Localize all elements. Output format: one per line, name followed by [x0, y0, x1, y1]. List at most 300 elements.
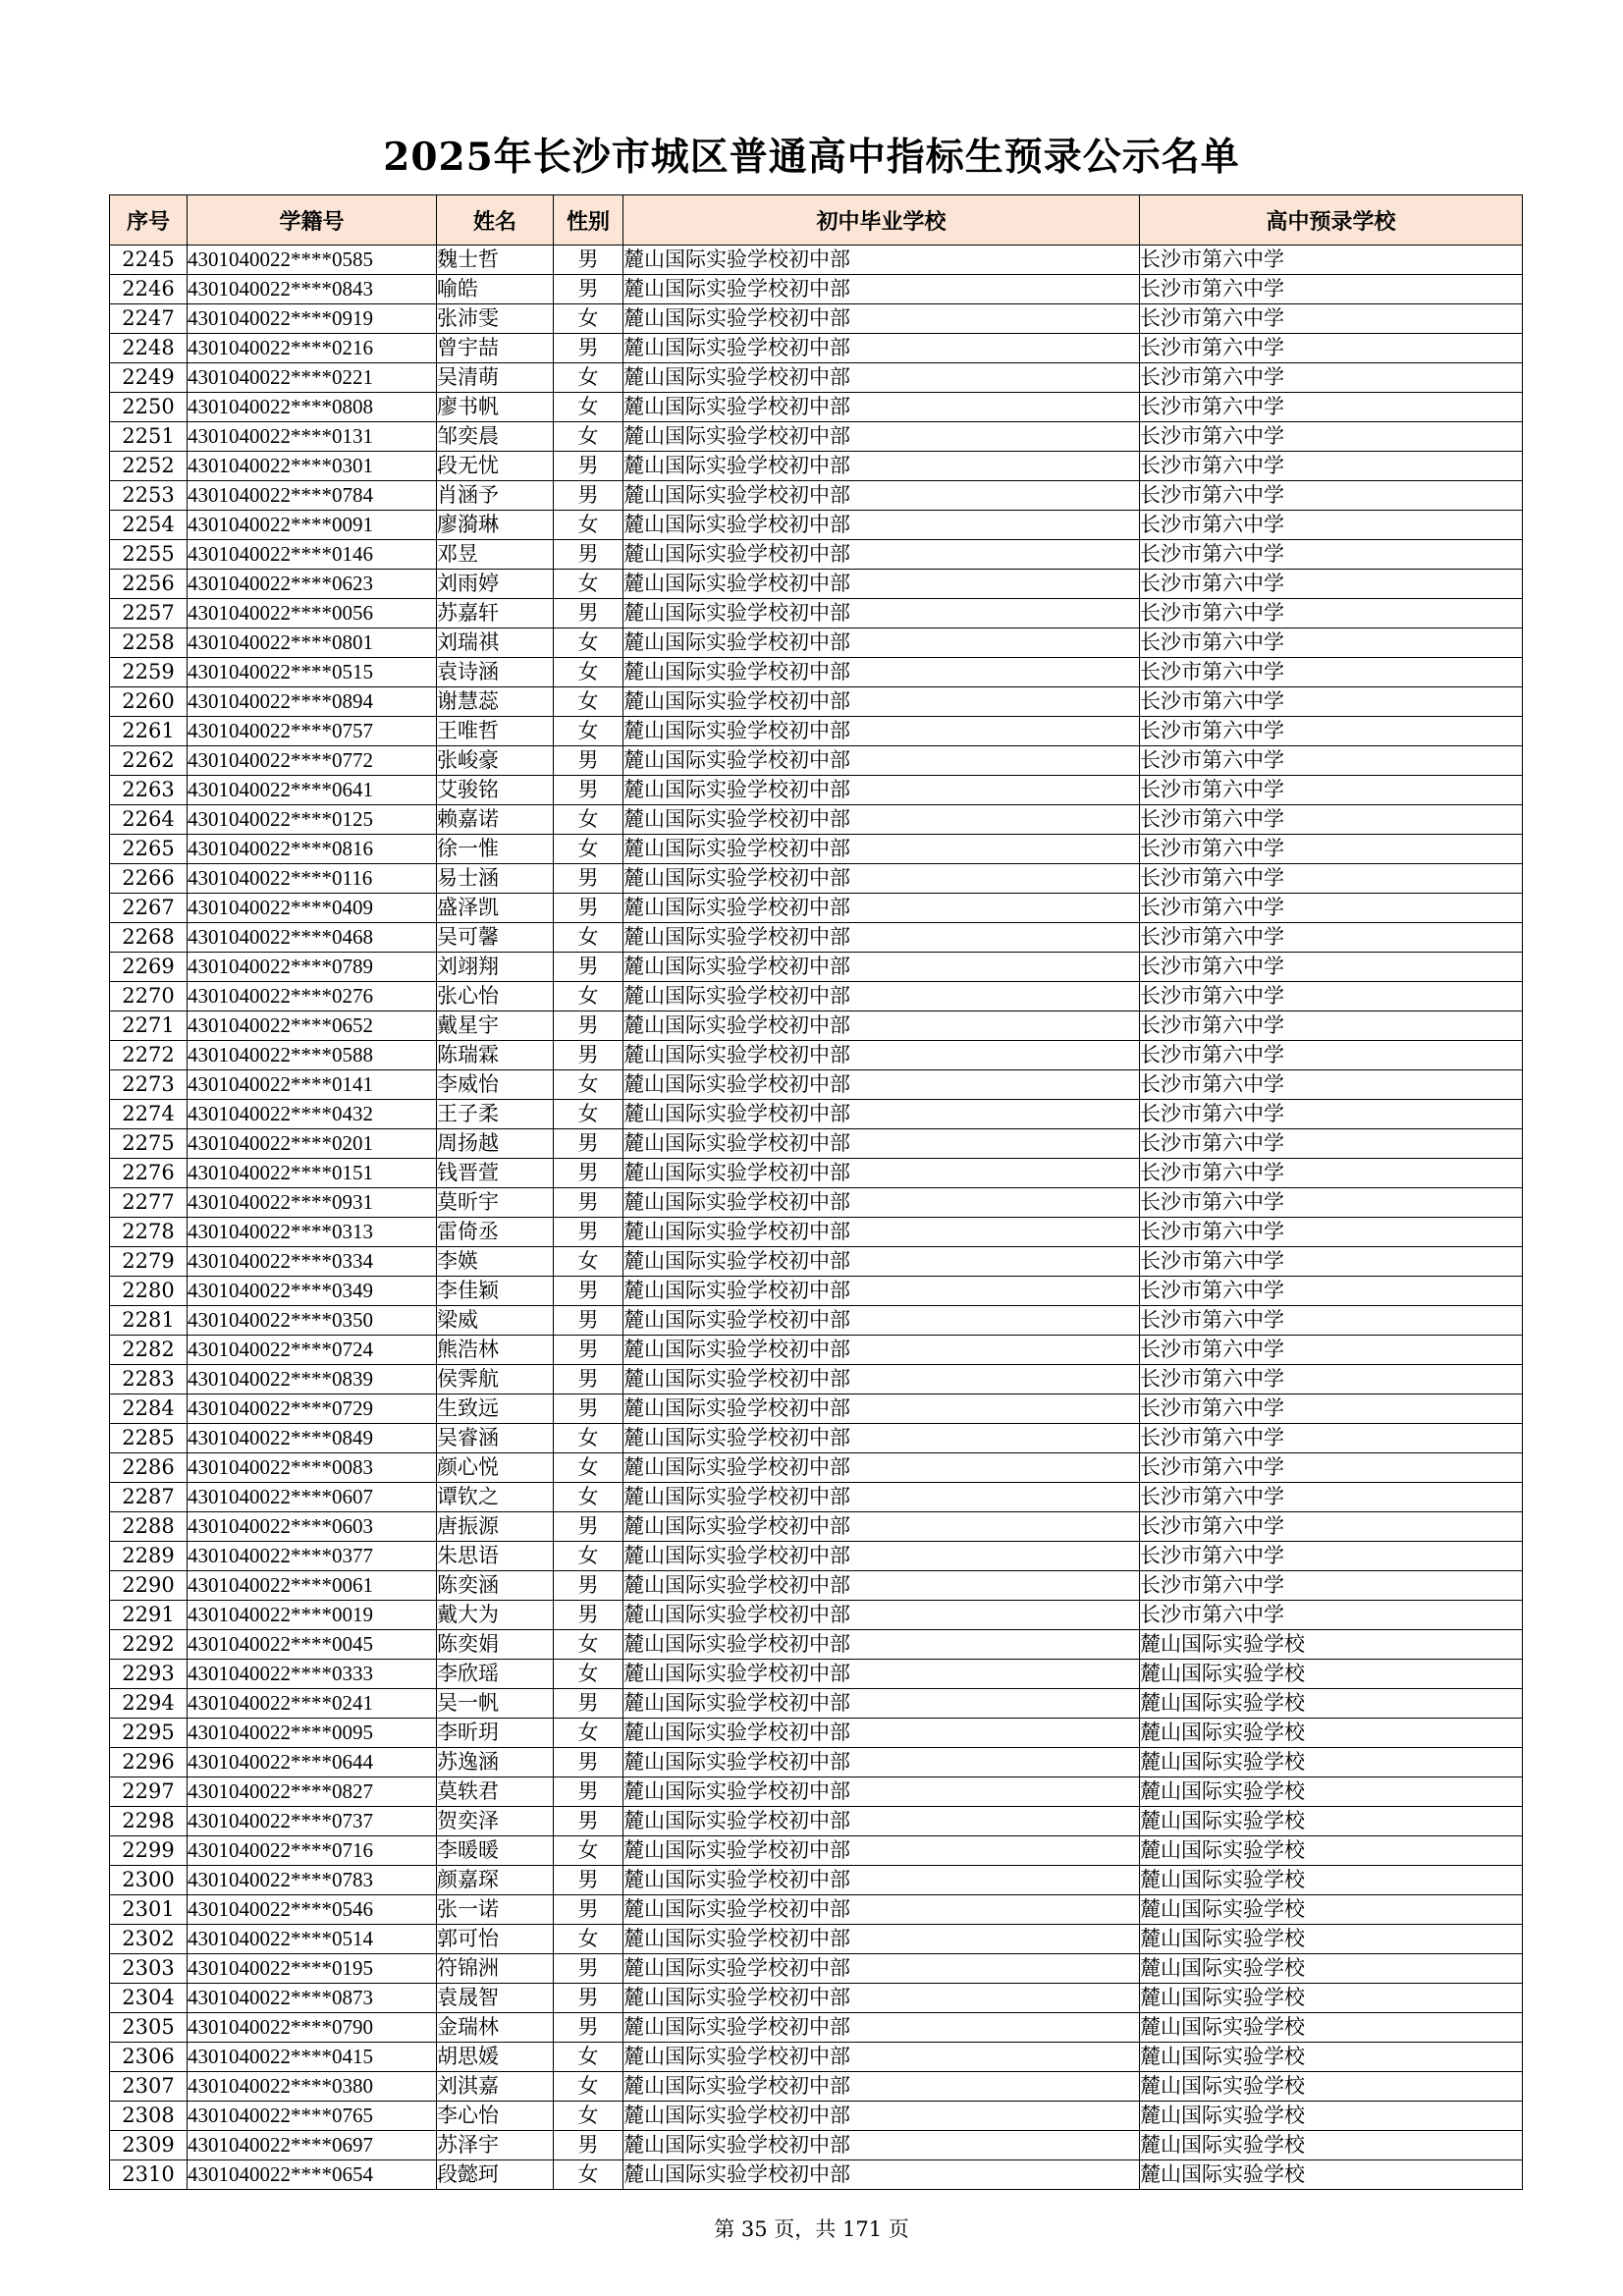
cell-gender: 女: [554, 1660, 623, 1689]
cell-name: 谭钦之: [437, 1483, 554, 1512]
roster-table: [109, 194, 1523, 2190]
column-header-senior-school: 高中预录学校: [1140, 195, 1523, 246]
cell-seq: 2285: [110, 1424, 188, 1453]
cell-seq: 2288: [110, 1512, 188, 1542]
cell-student-id: 4301040022****0201: [188, 1129, 437, 1159]
table-row: [110, 452, 1523, 481]
column-header-junior-school: 初中毕业学校: [623, 195, 1140, 246]
cell-seq: 2281: [110, 1306, 188, 1336]
cell-junior-school: 麓山国际实验学校初中部: [623, 1954, 1140, 1984]
cell-junior-school: 麓山国际实验学校初中部: [623, 687, 1140, 717]
cell-student-id: 4301040022****0783: [188, 1866, 437, 1895]
cell-name: 李欣瑶: [437, 1660, 554, 1689]
cell-senior-school: 长沙市第六中学: [1140, 746, 1523, 776]
cell-gender: 男: [554, 2013, 623, 2043]
cell-name: 艾骏铭: [437, 776, 554, 805]
cell-student-id: 4301040022****0432: [188, 1100, 437, 1129]
cell-junior-school: 麓山国际实验学校初中部: [623, 1100, 1140, 1129]
cell-junior-school: 麓山国际实验学校初中部: [623, 953, 1140, 982]
table-row: [110, 894, 1523, 923]
cell-junior-school: 麓山国际实验学校初中部: [623, 1601, 1140, 1630]
table-row: [110, 2131, 1523, 2160]
cell-name: 侯霁航: [437, 1365, 554, 1394]
cell-senior-school: 长沙市第六中学: [1140, 687, 1523, 717]
cell-seq: 2289: [110, 1542, 188, 1571]
page-title: 2025年长沙市城区普通高中指标生预录公示名单: [383, 135, 1240, 180]
cell-gender: 女: [554, 658, 623, 687]
cell-junior-school: 麓山国际实验学校初中部: [623, 776, 1140, 805]
cell-gender: 女: [554, 363, 623, 393]
cell-name: 易士涵: [437, 864, 554, 894]
cell-senior-school: 长沙市第六中学: [1140, 894, 1523, 923]
cell-student-id: 4301040022****0415: [188, 2043, 437, 2072]
cell-seq: 2271: [110, 1011, 188, 1041]
cell-senior-school: 长沙市第六中学: [1140, 1394, 1523, 1424]
cell-gender: 男: [554, 275, 623, 304]
cell-senior-school: 长沙市第六中学: [1140, 393, 1523, 422]
cell-student-id: 4301040022****0641: [188, 776, 437, 805]
cell-gender: 男: [554, 599, 623, 629]
cell-gender: 男: [554, 953, 623, 982]
cell-seq: 2273: [110, 1070, 188, 1100]
cell-seq: 2259: [110, 658, 188, 687]
cell-student-id: 4301040022****0827: [188, 1777, 437, 1807]
cell-seq: 2247: [110, 304, 188, 334]
cell-senior-school: 麓山国际实验学校: [1140, 1925, 1523, 1954]
cell-seq: 2308: [110, 2102, 188, 2131]
cell-seq: 2265: [110, 835, 188, 864]
cell-seq: 2290: [110, 1571, 188, 1601]
cell-senior-school: 麓山国际实验学校: [1140, 1748, 1523, 1777]
cell-junior-school: 麓山国际实验学校初中部: [623, 1041, 1140, 1070]
cell-junior-school: 麓山国际实验学校初中部: [623, 923, 1140, 953]
cell-senior-school: 长沙市第六中学: [1140, 835, 1523, 864]
cell-gender: 女: [554, 511, 623, 540]
cell-seq: 2272: [110, 1041, 188, 1070]
cell-junior-school: 麓山国际实验学校初中部: [623, 2102, 1140, 2131]
cell-seq: 2283: [110, 1365, 188, 1394]
cell-senior-school: 长沙市第六中学: [1140, 1188, 1523, 1218]
cell-seq: 2307: [110, 2072, 188, 2102]
cell-name: 李昕玥: [437, 1719, 554, 1748]
cell-student-id: 4301040022****0697: [188, 2131, 437, 2160]
cell-student-id: 4301040022****0056: [188, 599, 437, 629]
cell-seq: 2253: [110, 481, 188, 511]
cell-seq: 2282: [110, 1336, 188, 1365]
cell-senior-school: 长沙市第六中学: [1140, 923, 1523, 953]
cell-gender: 男: [554, 1011, 623, 1041]
cell-seq: 2309: [110, 2131, 188, 2160]
table-row: [110, 511, 1523, 540]
cell-junior-school: 麓山国际实验学校初中部: [623, 2160, 1140, 2190]
cell-student-id: 4301040022****0409: [188, 894, 437, 923]
cell-junior-school: 麓山国际实验学校初中部: [623, 363, 1140, 393]
cell-seq: 2267: [110, 894, 188, 923]
cell-senior-school: 长沙市第六中学: [1140, 1571, 1523, 1601]
cell-senior-school: 长沙市第六中学: [1140, 570, 1523, 599]
cell-gender: 女: [554, 1719, 623, 1748]
cell-student-id: 4301040022****0546: [188, 1895, 437, 1925]
cell-seq: 2275: [110, 1129, 188, 1159]
cell-name: 邹奕晨: [437, 422, 554, 452]
table-row: [110, 923, 1523, 953]
cell-senior-school: 长沙市第六中学: [1140, 1453, 1523, 1483]
cell-student-id: 4301040022****0716: [188, 1836, 437, 1866]
table-row: [110, 1719, 1523, 1748]
cell-senior-school: 长沙市第六中学: [1140, 1100, 1523, 1129]
cell-student-id: 4301040022****0241: [188, 1689, 437, 1719]
cell-student-id: 4301040022****0765: [188, 2102, 437, 2131]
table-row: [110, 2160, 1523, 2190]
cell-senior-school: 麓山国际实验学校: [1140, 2131, 1523, 2160]
table-row: [110, 2072, 1523, 2102]
cell-junior-school: 麓山国际实验学校初中部: [623, 304, 1140, 334]
table-row: [110, 1512, 1523, 1542]
cell-name: 廖书帆: [437, 393, 554, 422]
cell-name: 李暖暖: [437, 1836, 554, 1866]
cell-name: 喻皓: [437, 275, 554, 304]
cell-gender: 男: [554, 246, 623, 275]
cell-junior-school: 麓山国际实验学校初中部: [623, 246, 1140, 275]
table-row: [110, 2102, 1523, 2131]
cell-name: 钱晋萱: [437, 1159, 554, 1188]
cell-student-id: 4301040022****0588: [188, 1041, 437, 1070]
cell-gender: 男: [554, 1689, 623, 1719]
cell-seq: 2248: [110, 334, 188, 363]
cell-name: 胡思媛: [437, 2043, 554, 2072]
cell-gender: 男: [554, 1218, 623, 1247]
cell-junior-school: 麓山国际实验学校初中部: [623, 835, 1140, 864]
cell-name: 雷倚丞: [437, 1218, 554, 1247]
table-row: [110, 658, 1523, 687]
cell-student-id: 4301040022****0894: [188, 687, 437, 717]
cell-name: 颜心悦: [437, 1453, 554, 1483]
cell-senior-school: 长沙市第六中学: [1140, 1512, 1523, 1542]
cell-gender: 女: [554, 1483, 623, 1512]
cell-senior-school: 长沙市第六中学: [1140, 717, 1523, 746]
cell-seq: 2246: [110, 275, 188, 304]
cell-student-id: 4301040022****0221: [188, 363, 437, 393]
table-row: [110, 746, 1523, 776]
table-row: [110, 687, 1523, 717]
cell-junior-school: 麓山国际实验学校初中部: [623, 1836, 1140, 1866]
cell-name: 戴星宇: [437, 1011, 554, 1041]
cell-gender: 女: [554, 805, 623, 835]
cell-junior-school: 麓山国际实验学校初中部: [623, 1336, 1140, 1365]
cell-student-id: 4301040022****0515: [188, 658, 437, 687]
cell-gender: 女: [554, 1836, 623, 1866]
cell-junior-school: 麓山国际实验学校初中部: [623, 1777, 1140, 1807]
table-row: [110, 246, 1523, 275]
cell-name: 陈奕涵: [437, 1571, 554, 1601]
cell-seq: 2260: [110, 687, 188, 717]
cell-junior-school: 麓山国际实验学校初中部: [623, 481, 1140, 511]
cell-seq: 2300: [110, 1866, 188, 1895]
cell-gender: 男: [554, 2131, 623, 2160]
cell-junior-school: 麓山国际实验学校初中部: [623, 452, 1140, 481]
cell-seq: 2302: [110, 1925, 188, 1954]
cell-seq: 2295: [110, 1719, 188, 1748]
table-row: [110, 629, 1523, 658]
cell-gender: 男: [554, 776, 623, 805]
cell-student-id: 4301040022****0843: [188, 275, 437, 304]
table-row: [110, 1247, 1523, 1277]
header-row: [110, 195, 1523, 246]
cell-gender: 女: [554, 923, 623, 953]
cell-junior-school: 麓山国际实验学校初中部: [623, 540, 1140, 570]
cell-senior-school: 长沙市第六中学: [1140, 1011, 1523, 1041]
cell-student-id: 4301040022****0061: [188, 1571, 437, 1601]
cell-junior-school: 麓山国际实验学校初中部: [623, 1306, 1140, 1336]
cell-gender: 男: [554, 1394, 623, 1424]
cell-student-id: 4301040022****0350: [188, 1306, 437, 1336]
cell-student-id: 4301040022****0045: [188, 1630, 437, 1660]
cell-name: 陈瑞霖: [437, 1041, 554, 1070]
cell-gender: 男: [554, 1866, 623, 1895]
cell-senior-school: 麓山国际实验学校: [1140, 1777, 1523, 1807]
cell-name: 陈奕娟: [437, 1630, 554, 1660]
cell-student-id: 4301040022****0151: [188, 1159, 437, 1188]
cell-student-id: 4301040022****0772: [188, 746, 437, 776]
cell-junior-school: 麓山国际实验学校初中部: [623, 1866, 1140, 1895]
cell-student-id: 4301040022****0091: [188, 511, 437, 540]
cell-senior-school: 麓山国际实验学校: [1140, 1660, 1523, 1689]
cell-seq: 2287: [110, 1483, 188, 1512]
cell-junior-school: 麓山国际实验学校初中部: [623, 746, 1140, 776]
cell-senior-school: 长沙市第六中学: [1140, 275, 1523, 304]
cell-gender: 女: [554, 1424, 623, 1453]
cell-senior-school: 长沙市第六中学: [1140, 1070, 1523, 1100]
cell-student-id: 4301040022****0514: [188, 1925, 437, 1954]
cell-gender: 女: [554, 2102, 623, 2131]
cell-seq: 2292: [110, 1630, 188, 1660]
table-row: [110, 599, 1523, 629]
cell-student-id: 4301040022****0301: [188, 452, 437, 481]
cell-student-id: 4301040022****0816: [188, 835, 437, 864]
column-header-name: 姓名: [437, 195, 554, 246]
cell-seq: 2264: [110, 805, 188, 835]
cell-name: 李心怡: [437, 2102, 554, 2131]
cell-seq: 2251: [110, 422, 188, 452]
table-row: [110, 1483, 1523, 1512]
cell-junior-school: 麓山国际实验学校初中部: [623, 2131, 1140, 2160]
cell-seq: 2250: [110, 393, 188, 422]
cell-name: 段懿珂: [437, 2160, 554, 2190]
cell-name: 颜嘉琛: [437, 1866, 554, 1895]
table-row: [110, 1365, 1523, 1394]
cell-student-id: 4301040022****0468: [188, 923, 437, 953]
cell-student-id: 4301040022****0849: [188, 1424, 437, 1453]
cell-junior-school: 麓山国际实验学校初中部: [623, 1453, 1140, 1483]
table-row: [110, 1660, 1523, 1689]
cell-name: 盛泽凯: [437, 894, 554, 923]
cell-seq: 2266: [110, 864, 188, 894]
table-row: [110, 540, 1523, 570]
cell-student-id: 4301040022****0276: [188, 982, 437, 1011]
cell-student-id: 4301040022****0757: [188, 717, 437, 746]
cell-name: 贺奕泽: [437, 1807, 554, 1836]
cell-gender: 男: [554, 1306, 623, 1336]
cell-seq: 2305: [110, 2013, 188, 2043]
cell-seq: 2254: [110, 511, 188, 540]
cell-junior-school: 麓山国际实验学校初中部: [623, 599, 1140, 629]
cell-name: 王子柔: [437, 1100, 554, 1129]
table-row: [110, 1306, 1523, 1336]
cell-student-id: 4301040022****0116: [188, 864, 437, 894]
cell-name: 熊浩林: [437, 1336, 554, 1365]
cell-name: 唐振源: [437, 1512, 554, 1542]
table-row: [110, 864, 1523, 894]
cell-senior-school: 长沙市第六中学: [1140, 1129, 1523, 1159]
cell-junior-school: 麓山国际实验学校初中部: [623, 1129, 1140, 1159]
cell-seq: 2299: [110, 1836, 188, 1866]
cell-student-id: 4301040022****0195: [188, 1954, 437, 1984]
cell-name: 袁晟智: [437, 1984, 554, 2013]
cell-junior-school: 麓山国际实验学校初中部: [623, 1365, 1140, 1394]
cell-student-id: 4301040022****0623: [188, 570, 437, 599]
cell-seq: 2303: [110, 1954, 188, 1984]
cell-junior-school: 麓山国际实验学校初中部: [623, 1159, 1140, 1188]
cell-name: 魏士哲: [437, 246, 554, 275]
table-row: [110, 1984, 1523, 2013]
cell-seq: 2293: [110, 1660, 188, 1689]
cell-gender: 男: [554, 1895, 623, 1925]
cell-senior-school: 长沙市第六中学: [1140, 1365, 1523, 1394]
cell-senior-school: 长沙市第六中学: [1140, 1159, 1523, 1188]
column-header-student-id: 学籍号: [188, 195, 437, 246]
table-row: [110, 363, 1523, 393]
cell-name: 李媖: [437, 1247, 554, 1277]
cell-student-id: 4301040022****0654: [188, 2160, 437, 2190]
cell-junior-school: 麓山国际实验学校初中部: [623, 1188, 1140, 1218]
cell-student-id: 4301040022****0737: [188, 1807, 437, 1836]
cell-name: 苏泽宇: [437, 2131, 554, 2160]
cell-seq: 2263: [110, 776, 188, 805]
cell-student-id: 4301040022****0313: [188, 1218, 437, 1247]
cell-gender: 女: [554, 1247, 623, 1277]
table-row: [110, 1689, 1523, 1719]
cell-name: 生致远: [437, 1394, 554, 1424]
cell-senior-school: 长沙市第六中学: [1140, 629, 1523, 658]
cell-senior-school: 长沙市第六中学: [1140, 1247, 1523, 1277]
cell-gender: 男: [554, 746, 623, 776]
cell-gender: 女: [554, 570, 623, 599]
cell-junior-school: 麓山国际实验学校初中部: [623, 2013, 1140, 2043]
cell-junior-school: 麓山国际实验学校初中部: [623, 1807, 1140, 1836]
cell-junior-school: 麓山国际实验学校初中部: [623, 982, 1140, 1011]
table-row: [110, 422, 1523, 452]
table-row: [110, 835, 1523, 864]
cell-senior-school: 长沙市第六中学: [1140, 304, 1523, 334]
cell-junior-school: 麓山国际实验学校初中部: [623, 1512, 1140, 1542]
table-row: [110, 1866, 1523, 1895]
cell-gender: 男: [554, 1571, 623, 1601]
cell-name: 邓昱: [437, 540, 554, 570]
cell-gender: 女: [554, 304, 623, 334]
table-row: [110, 275, 1523, 304]
cell-seq: 2297: [110, 1777, 188, 1807]
table-row: [110, 1394, 1523, 1424]
cell-junior-school: 麓山国际实验学校初中部: [623, 422, 1140, 452]
table-row: [110, 1336, 1523, 1365]
cell-seq: 2252: [110, 452, 188, 481]
table-row: [110, 1807, 1523, 1836]
table-row: [110, 1041, 1523, 1070]
cell-name: 徐一惟: [437, 835, 554, 864]
cell-seq: 2296: [110, 1748, 188, 1777]
cell-senior-school: 麓山国际实验学校: [1140, 1954, 1523, 1984]
table-row: [110, 1630, 1523, 1660]
cell-gender: 女: [554, 717, 623, 746]
cell-student-id: 4301040022****0652: [188, 1011, 437, 1041]
cell-name: 张沛雯: [437, 304, 554, 334]
cell-name: 苏逸涵: [437, 1748, 554, 1777]
cell-seq: 2278: [110, 1218, 188, 1247]
cell-student-id: 4301040022****0873: [188, 1984, 437, 2013]
cell-seq: 2277: [110, 1188, 188, 1218]
cell-name: 张一诺: [437, 1895, 554, 1925]
cell-gender: 男: [554, 864, 623, 894]
cell-junior-school: 麓山国际实验学校初中部: [623, 658, 1140, 687]
cell-senior-school: 麓山国际实验学校: [1140, 1807, 1523, 1836]
cell-junior-school: 麓山国际实验学校初中部: [623, 2043, 1140, 2072]
column-header-gender: 性别: [554, 195, 623, 246]
cell-gender: 男: [554, 1807, 623, 1836]
cell-gender: 女: [554, 1630, 623, 1660]
cell-gender: 女: [554, 1542, 623, 1571]
cell-senior-school: 麓山国际实验学校: [1140, 2160, 1523, 2190]
cell-junior-school: 麓山国际实验学校初中部: [623, 1895, 1140, 1925]
cell-student-id: 4301040022****0131: [188, 422, 437, 452]
cell-name: 莫轶君: [437, 1777, 554, 1807]
cell-student-id: 4301040022****0919: [188, 304, 437, 334]
cell-seq: 2291: [110, 1601, 188, 1630]
cell-name: 谢慧蕊: [437, 687, 554, 717]
cell-junior-school: 麓山国际实验学校初中部: [623, 1011, 1140, 1041]
cell-seq: 2298: [110, 1807, 188, 1836]
cell-senior-school: 麓山国际实验学校: [1140, 1984, 1523, 2013]
cell-student-id: 4301040022****0377: [188, 1542, 437, 1571]
cell-name: 刘翊翔: [437, 953, 554, 982]
cell-gender: 男: [554, 1336, 623, 1365]
cell-seq: 2274: [110, 1100, 188, 1129]
cell-student-id: 4301040022****0724: [188, 1336, 437, 1365]
cell-gender: 男: [554, 1954, 623, 1984]
column-header-seq: 序号: [110, 195, 188, 246]
cell-gender: 男: [554, 894, 623, 923]
cell-student-id: 4301040022****0141: [188, 1070, 437, 1100]
cell-junior-school: 麓山国际实验学校初中部: [623, 1542, 1140, 1571]
cell-junior-school: 麓山国际实验学校初中部: [623, 1984, 1140, 2013]
cell-senior-school: 长沙市第六中学: [1140, 452, 1523, 481]
cell-name: 戴大为: [437, 1601, 554, 1630]
cell-student-id: 4301040022****0729: [188, 1394, 437, 1424]
cell-name: 莫昕宇: [437, 1188, 554, 1218]
cell-name: 张峻豪: [437, 746, 554, 776]
cell-seq: 2310: [110, 2160, 188, 2190]
cell-senior-school: 长沙市第六中学: [1140, 1277, 1523, 1306]
table-row: [110, 776, 1523, 805]
cell-gender: 男: [554, 1984, 623, 2013]
cell-name: 张心怡: [437, 982, 554, 1011]
table-row: [110, 1218, 1523, 1247]
cell-gender: 男: [554, 1512, 623, 1542]
cell-gender: 男: [554, 1159, 623, 1188]
table-row: [110, 334, 1523, 363]
cell-junior-school: 麓山国际实验学校初中部: [623, 570, 1140, 599]
cell-name: 梁威: [437, 1306, 554, 1336]
cell-senior-school: 长沙市第六中学: [1140, 1483, 1523, 1512]
